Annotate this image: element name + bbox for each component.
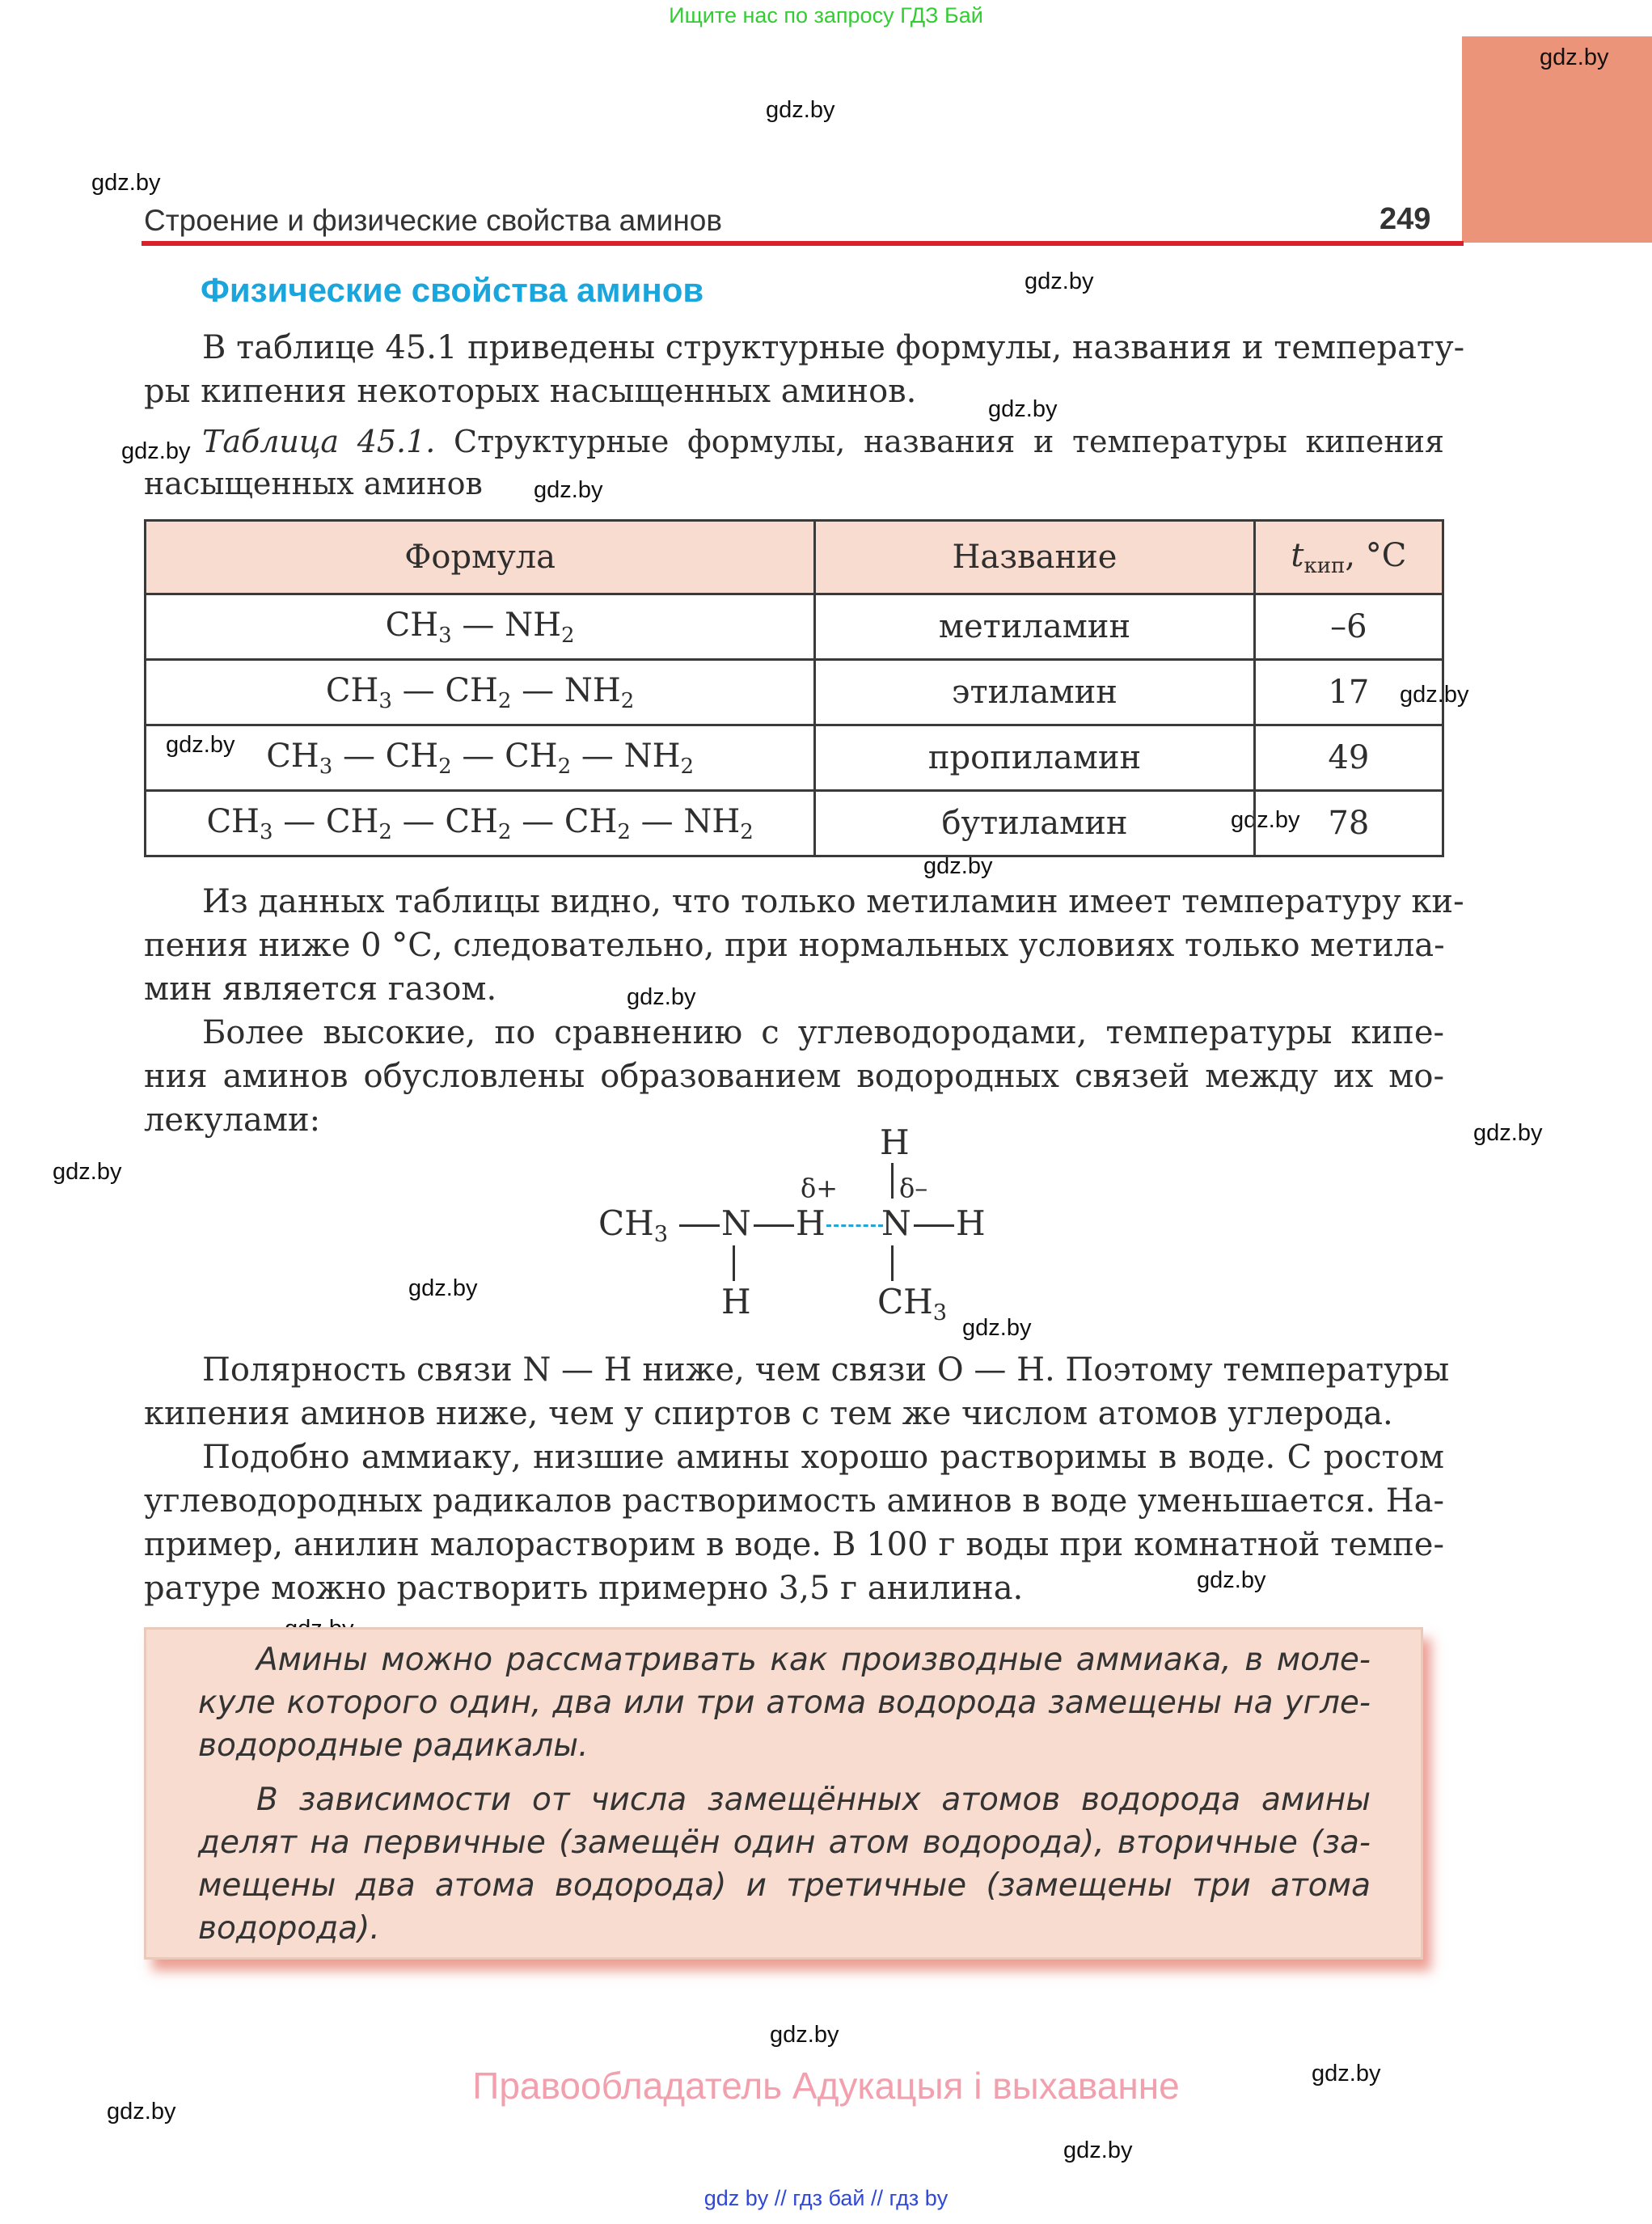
watermark: gdz.by — [988, 396, 1058, 422]
text-line: Более высокие, по сравнению с углеводородами, температуры кипе- — [202, 1014, 1444, 1051]
paragraph — [144, 1348, 1450, 1435]
text-line: мин является газом. — [144, 970, 497, 1008]
text-line: углеводородных радикалов растворимость аминов в воде уменьшается. На- — [144, 1482, 1444, 1520]
temp-cell: –6 — [1254, 594, 1443, 660]
watermark: gdz.by — [53, 1159, 122, 1185]
text-line: Амины можно рассматривать как производные аммиака, в моле- — [256, 1642, 1371, 1678]
watermark: gdz.by — [627, 984, 696, 1010]
text-line: пения ниже 0 °С, следовательно, при нормальных условиях только метила- — [144, 927, 1445, 964]
table-row — [146, 594, 1443, 660]
text-line: Полярность связи N — H ниже, чем связи O — H. Поэтому температуры — [202, 1351, 1450, 1389]
table-row — [146, 725, 1443, 791]
bond — [891, 1245, 894, 1281]
text-line: ратуре можно растворить примерно 3,5 г анилина. — [144, 1570, 1024, 1607]
nitrogen-atom: N — [721, 1203, 751, 1243]
table-caption — [144, 421, 1444, 505]
text-line: В зависимости от числа замещённых атомов водорода амины — [256, 1782, 1371, 1818]
name-cell: бутиламин — [815, 791, 1255, 856]
copyright-footer: Правообладатель Адукацыя і выхаванне — [472, 2065, 1180, 2107]
nitrogen-atom: N — [881, 1203, 911, 1243]
intro-paragraph — [144, 326, 1465, 413]
text-line: Подобно аммиаку, низшие амины хорошо растворимы в воде. С ростом — [202, 1439, 1444, 1476]
bond — [914, 1224, 954, 1227]
watermark: gdz.by — [1400, 682, 1469, 708]
text-line: мещены два атома водорода) и третичные (замещены три атома — [198, 1867, 1371, 1904]
watermark: gdz.by — [1540, 44, 1609, 70]
hydrogen-atom: H — [956, 1203, 986, 1243]
top-banner[interactable]: Ищите нас по запросу ГДЗ Бай — [669, 3, 983, 27]
header-rule — [142, 241, 1464, 246]
watermark: gdz.by — [1231, 807, 1300, 833]
table-row — [146, 660, 1443, 725]
watermark: gdz.by — [534, 477, 603, 503]
text-line: В таблице 45.1 приведены структурные формулы, названия и температу- — [202, 329, 1465, 366]
name-cell: метиламин — [815, 594, 1255, 660]
formula-cell: $CH_3$ — $CH_2$ — $NH_2$ — [146, 660, 815, 725]
methyl-group: $CH_3$ — [598, 1203, 669, 1248]
watermark: gdz.by — [1063, 2137, 1133, 2163]
amines-table — [144, 519, 1444, 857]
temp-cell: 49 — [1254, 725, 1443, 791]
bottom-links[interactable]: gdz by // гдз бай // гдз by — [703, 2186, 949, 2210]
header-name: Название — [815, 521, 1255, 594]
watermark: gdz.by — [766, 97, 835, 123]
running-header: Строение и физические свойства аминов — [144, 204, 722, 237]
box-paragraph — [198, 1638, 1371, 1767]
text-line: куле которого один, два или три атома водорода замещены на угле- — [198, 1685, 1371, 1721]
table-header-row — [146, 521, 1443, 594]
hydrogen-atom: H — [880, 1123, 910, 1162]
bond — [679, 1224, 720, 1227]
caption-text: Структурные формулы, названия и температуры кипения — [435, 424, 1444, 459]
text-line: водорода). — [198, 1910, 380, 1947]
watermark: gdz.by — [1025, 268, 1094, 294]
temp-cell: 17 — [1254, 660, 1443, 725]
watermark: gdz.by — [770, 2022, 839, 2048]
watermark: gdz.by — [107, 2099, 176, 2125]
formula-cell: $CH_3$ — $CH_2$ — $CH_2$ — $NH_2$ — [146, 725, 815, 791]
delta-plus-label: δ+ — [801, 1173, 839, 1203]
hydrogen-atom: H — [796, 1203, 826, 1243]
text-line: ры кипения некоторых насыщенных аминов. — [144, 373, 917, 410]
table-row — [146, 791, 1443, 856]
text-line: лекулами: — [144, 1101, 321, 1139]
formula-cell: $CH_3$ — $NH_2$ — [146, 594, 815, 660]
name-cell: этиламин — [815, 660, 1255, 725]
delta-minus-label: δ– — [899, 1173, 928, 1203]
watermark: gdz.by — [408, 1275, 478, 1301]
bond — [733, 1245, 735, 1281]
watermark: gdz.by — [166, 732, 235, 758]
methyl-group: $CH_3$ — [877, 1282, 948, 1326]
hydrogen-bond — [826, 1224, 883, 1227]
bond — [754, 1224, 794, 1227]
section-title: Физические свойства аминов — [201, 271, 704, 309]
name-cell: пропиламин — [815, 725, 1255, 791]
watermark: gdz.by — [923, 853, 993, 879]
text-line: водородные радикалы. — [198, 1727, 589, 1764]
header-temp: $t_{кип}$, °C — [1254, 521, 1443, 594]
text-line: делят на первичные (замещён один атом водорода), вторичные (за- — [198, 1824, 1371, 1861]
watermark: gdz.by — [1312, 2061, 1381, 2087]
watermark: gdz.by — [1197, 1567, 1266, 1593]
text-line: ния аминов обусловлены образованием водородных связей между их мо- — [144, 1058, 1444, 1095]
paragraph — [144, 1435, 1444, 1610]
watermark: gdz.by — [962, 1315, 1032, 1341]
formula-cell: $CH_3$ — $CH_2$ — $CH_2$ — $CH_2$ — $NH_2$ — [146, 791, 815, 856]
caption-text: насыщенных аминов — [144, 466, 483, 501]
watermark: gdz.by — [91, 170, 161, 196]
bond — [891, 1163, 894, 1199]
header-formula: Формула — [146, 521, 815, 594]
temp-cell: 78 — [1254, 791, 1443, 856]
box-paragraph — [198, 1778, 1371, 1950]
paragraph — [144, 1011, 1444, 1142]
caption-label: Таблица 45.1. — [202, 424, 436, 459]
watermark: gdz.by — [1473, 1120, 1543, 1146]
text-line: пример, анилин малорастворим в воде. В 100 г воды при комнатной темпе- — [144, 1526, 1444, 1563]
paragraph — [144, 880, 1464, 1011]
hydrogen-atom: H — [721, 1282, 751, 1321]
text-line: кипения аминов ниже, чем у спиртов с тем же числом атомов углерода. — [144, 1395, 1393, 1432]
page-number: 249 — [1379, 202, 1431, 236]
text-line: Из данных таблицы видно, что только метиламин имеет температуру ки- — [202, 883, 1464, 920]
watermark: gdz.by — [121, 438, 191, 464]
